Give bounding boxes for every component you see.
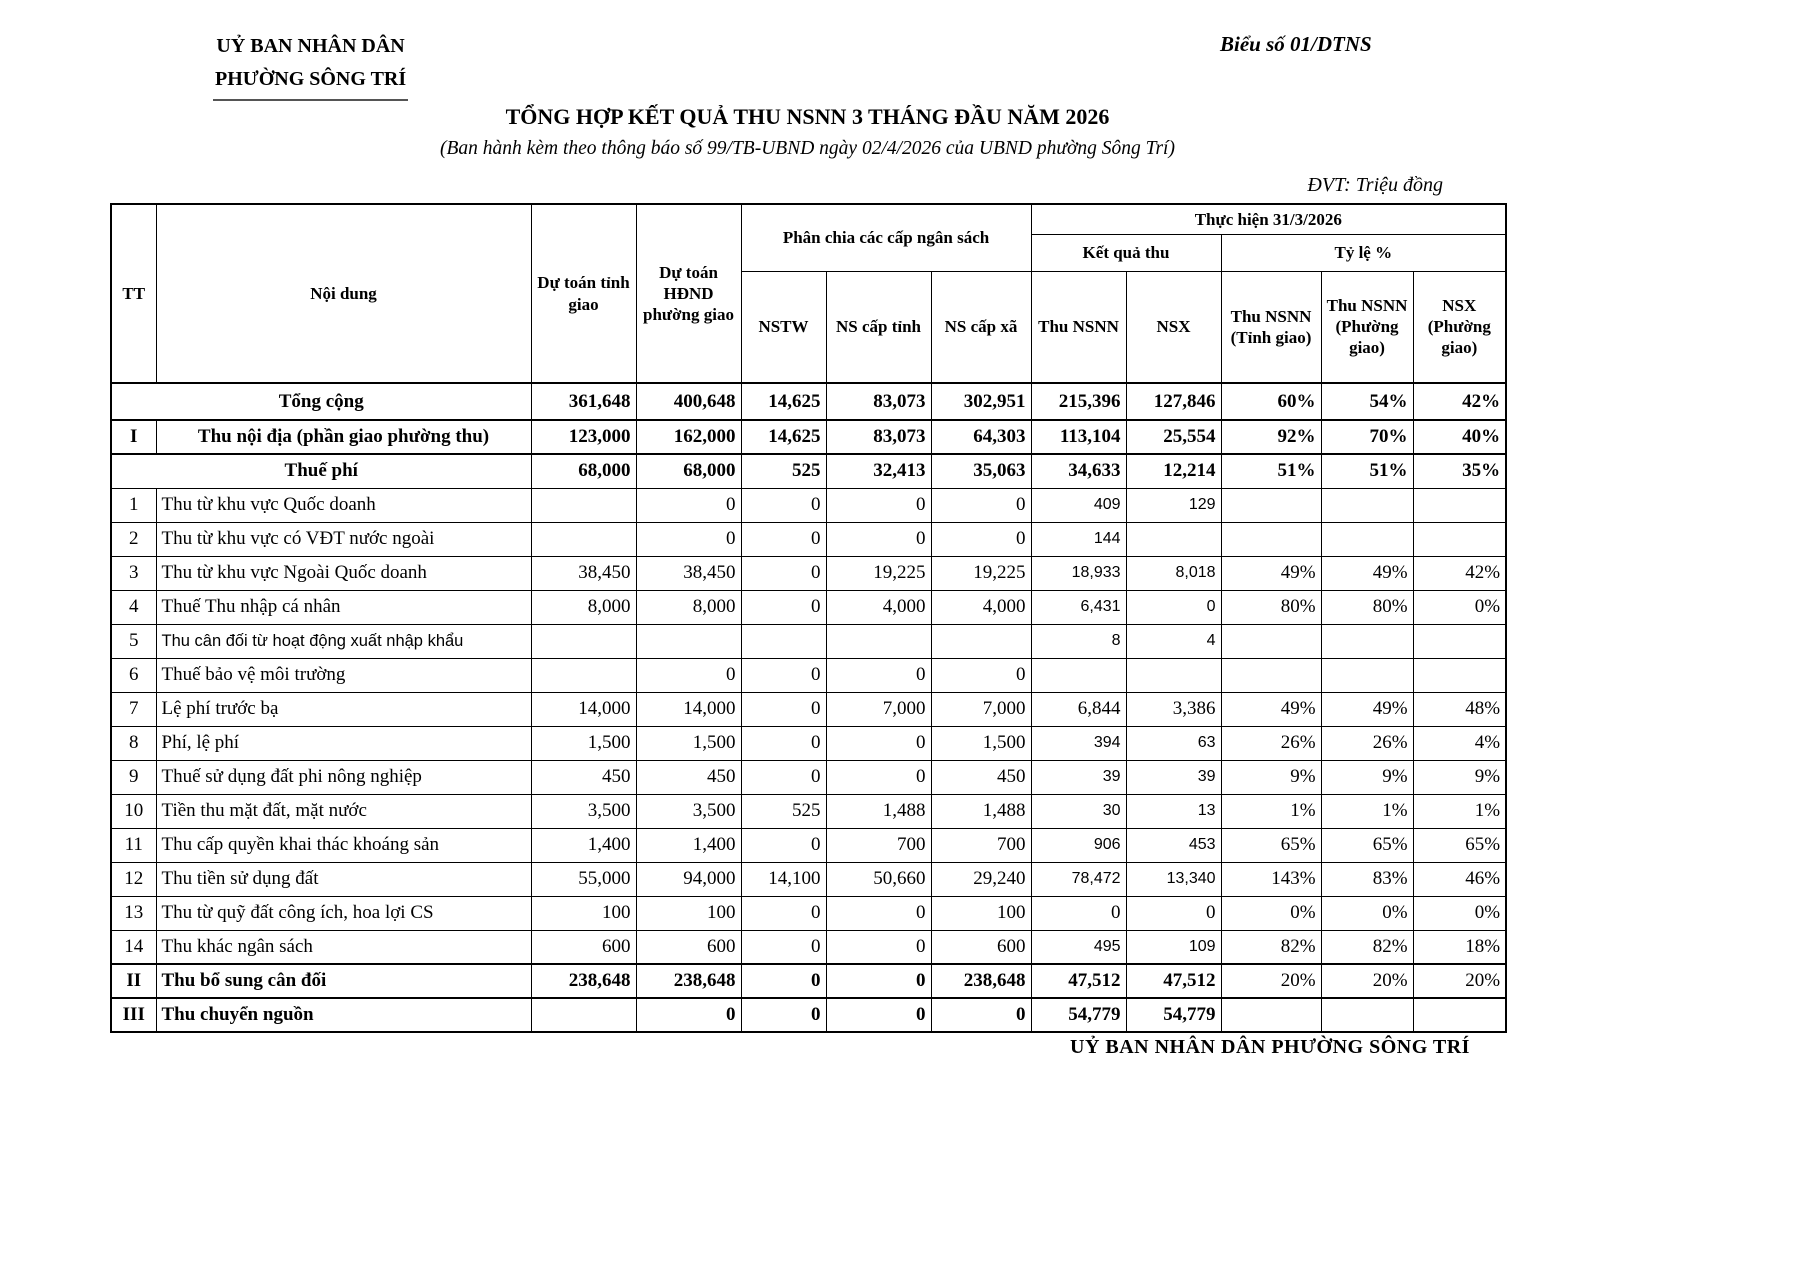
- table-row: [111, 658, 1506, 692]
- cell-thu_nsnn: 113,104: [1031, 420, 1126, 454]
- row-tt: 4: [111, 590, 156, 624]
- cell-thu_nsnn: 18,933: [1031, 556, 1126, 590]
- cell-ty_le_phuong_giao: 49%: [1321, 692, 1413, 726]
- cell-du_toan_hdnd: 0: [636, 998, 741, 1032]
- cell-ty_le_nsx: 0%: [1413, 590, 1506, 624]
- cell-nstw: 0: [741, 896, 826, 930]
- cell-ty_le_phuong_giao: 70%: [1321, 420, 1413, 454]
- table-row: [111, 454, 1506, 488]
- cell-ns_cap_tinh: [826, 624, 931, 658]
- cell-ty_le_tinh_giao: [1221, 624, 1321, 658]
- cell-ty_le_phuong_giao: [1321, 488, 1413, 522]
- row-tt: 14: [111, 930, 156, 964]
- cell-nsx: 0: [1126, 590, 1221, 624]
- cell-ty_le_phuong_giao: [1321, 624, 1413, 658]
- row-tt: 2: [111, 522, 156, 556]
- org-name-line1: UỶ BAN NHÂN DÂN: [216, 35, 405, 57]
- cell-nstw: 14,625: [741, 383, 826, 420]
- row-label: Thuế bảo vệ môi trường: [156, 658, 531, 692]
- cell-ns_cap_tinh: 0: [826, 760, 931, 794]
- cell-nstw: 525: [741, 794, 826, 828]
- cell-du_toan_hdnd: 162,000: [636, 420, 741, 454]
- cell-nstw: 0: [741, 726, 826, 760]
- cell-ns_cap_xa: 700: [931, 828, 1031, 862]
- cell-ty_le_phuong_giao: 65%: [1321, 828, 1413, 862]
- row-tt: 8: [111, 726, 156, 760]
- cell-ty_le_nsx: 35%: [1413, 454, 1506, 488]
- row-tt: 11: [111, 828, 156, 862]
- table-row: [111, 556, 1506, 590]
- col-header-nstw: NSTW: [741, 271, 826, 383]
- cell-du_toan_tinh_giao: 3,500: [531, 794, 636, 828]
- cell-thu_nsnn: 34,633: [1031, 454, 1126, 488]
- cell-du_toan_tinh_giao: 1,400: [531, 828, 636, 862]
- row-label: Thu cân đối từ hoạt động xuất nhập khẩu: [156, 624, 531, 658]
- cell-ns_cap_tinh: 700: [826, 828, 931, 862]
- title-block: [110, 104, 1505, 160]
- table-row: [111, 862, 1506, 896]
- issuing-org: [213, 30, 408, 101]
- cell-du_toan_tinh_giao: [531, 998, 636, 1032]
- cell-du_toan_tinh_giao: 8,000: [531, 590, 636, 624]
- cell-ty_le_tinh_giao: 82%: [1221, 930, 1321, 964]
- cell-ns_cap_xa: 450: [931, 760, 1031, 794]
- row-label: Thu từ quỹ đất công ích, hoa lợi CS: [156, 896, 531, 930]
- cell-du_toan_tinh_giao: [531, 488, 636, 522]
- cell-ns_cap_xa: 0: [931, 488, 1031, 522]
- col-header-ns-cap-xa: NS cấp xã: [931, 271, 1031, 383]
- cell-ty_le_nsx: 65%: [1413, 828, 1506, 862]
- cell-du_toan_hdnd: 0: [636, 488, 741, 522]
- cell-du_toan_hdnd: 0: [636, 658, 741, 692]
- row-label: Tiền thu mặt đất, mặt nước: [156, 794, 531, 828]
- table-row: [111, 383, 1506, 420]
- cell-ty_le_tinh_giao: 92%: [1221, 420, 1321, 454]
- cell-ty_le_phuong_giao: 9%: [1321, 760, 1413, 794]
- cell-ty_le_phuong_giao: 83%: [1321, 862, 1413, 896]
- cell-du_toan_hdnd: [636, 624, 741, 658]
- cell-du_toan_tinh_giao: 450: [531, 760, 636, 794]
- cell-thu_nsnn: 906: [1031, 828, 1126, 862]
- row-label: Thu chuyển nguồn: [156, 998, 531, 1032]
- cell-nsx: 25,554: [1126, 420, 1221, 454]
- cell-nstw: 0: [741, 522, 826, 556]
- cell-ns_cap_xa: 29,240: [931, 862, 1031, 896]
- cell-nsx: 54,779: [1126, 998, 1221, 1032]
- cell-du_toan_hdnd: 238,648: [636, 964, 741, 998]
- cell-ty_le_nsx: 0%: [1413, 896, 1506, 930]
- row-tt: 9: [111, 760, 156, 794]
- cell-ty_le_tinh_giao: 60%: [1221, 383, 1321, 420]
- cell-nstw: 0: [741, 556, 826, 590]
- cell-ns_cap_xa: 0: [931, 998, 1031, 1032]
- cell-ty_le_phuong_giao: [1321, 658, 1413, 692]
- cell-ty_le_nsx: [1413, 658, 1506, 692]
- row-tt: II: [111, 964, 156, 998]
- cell-ns_cap_xa: 64,303: [931, 420, 1031, 454]
- table-row: [111, 488, 1506, 522]
- row-tt: I: [111, 420, 156, 454]
- cell-nsx: 4: [1126, 624, 1221, 658]
- cell-ty_le_phuong_giao: 49%: [1321, 556, 1413, 590]
- table-row: [111, 930, 1506, 964]
- cell-nsx: 109: [1126, 930, 1221, 964]
- cell-du_toan_hdnd: 8,000: [636, 590, 741, 624]
- cell-nsx: 12,214: [1126, 454, 1221, 488]
- cell-du_toan_tinh_giao: 1,500: [531, 726, 636, 760]
- cell-nstw: 0: [741, 998, 826, 1032]
- cell-nstw: 0: [741, 692, 826, 726]
- row-label: Thu bổ sung cân đối: [156, 964, 531, 998]
- cell-ty_le_phuong_giao: 1%: [1321, 794, 1413, 828]
- row-label: Tổng cộng: [111, 383, 531, 420]
- cell-du_toan_hdnd: 68,000: [636, 454, 741, 488]
- cell-ns_cap_xa: 100: [931, 896, 1031, 930]
- row-tt: 7: [111, 692, 156, 726]
- cell-ns_cap_tinh: 19,225: [826, 556, 931, 590]
- cell-ty_le_tinh_giao: 49%: [1221, 556, 1321, 590]
- table-row: [111, 420, 1506, 454]
- org-name-line2: PHƯỜNG SÔNG TRÍ: [213, 63, 408, 101]
- cell-thu_nsnn: 0: [1031, 896, 1126, 930]
- cell-ns_cap_xa: 0: [931, 522, 1031, 556]
- table-row: [111, 590, 1506, 624]
- table-row: [111, 896, 1506, 930]
- cell-ns_cap_xa: 19,225: [931, 556, 1031, 590]
- cell-thu_nsnn: 30: [1031, 794, 1126, 828]
- col-header-thu-nsnn-tinh-giao: Thu NSNN (Tỉnh giao): [1221, 271, 1321, 383]
- cell-ty_le_tinh_giao: [1221, 658, 1321, 692]
- cell-ty_le_phuong_giao: 0%: [1321, 896, 1413, 930]
- cell-ty_le_tinh_giao: 51%: [1221, 454, 1321, 488]
- form-number: Biểu số 01/DTNS: [1220, 32, 1372, 56]
- cell-ns_cap_tinh: 0: [826, 998, 931, 1032]
- cell-du_toan_hdnd: 450: [636, 760, 741, 794]
- cell-ty_le_nsx: 42%: [1413, 383, 1506, 420]
- cell-nstw: 0: [741, 760, 826, 794]
- row-tt: III: [111, 998, 156, 1032]
- cell-ns_cap_xa: 302,951: [931, 383, 1031, 420]
- cell-ns_cap_tinh: 83,073: [826, 383, 931, 420]
- cell-thu_nsnn: 47,512: [1031, 964, 1126, 998]
- col-header-du-toan-hdnd: Dự toán HĐND phường giao: [636, 204, 741, 383]
- row-label: Thu khác ngân sách: [156, 930, 531, 964]
- cell-du_toan_tinh_giao: 123,000: [531, 420, 636, 454]
- cell-nstw: 525: [741, 454, 826, 488]
- col-header-thu-nsnn: Thu NSNN: [1031, 271, 1126, 383]
- cell-ns_cap_tinh: 0: [826, 488, 931, 522]
- cell-du_toan_hdnd: 1,400: [636, 828, 741, 862]
- cell-ty_le_nsx: [1413, 998, 1506, 1032]
- cell-ty_le_tinh_giao: 1%: [1221, 794, 1321, 828]
- cell-nsx: 13: [1126, 794, 1221, 828]
- table-row: [111, 760, 1506, 794]
- cell-nstw: [741, 624, 826, 658]
- cell-ns_cap_tinh: 4,000: [826, 590, 931, 624]
- cell-nstw: 14,625: [741, 420, 826, 454]
- row-label: Thu tiền sử dụng đất: [156, 862, 531, 896]
- row-label: Thu nội địa (phần giao phường thu): [156, 420, 531, 454]
- group-header-phan-chia: Phân chia các cấp ngân sách: [741, 204, 1031, 271]
- row-label: Thu cấp quyền khai thác khoáng sản: [156, 828, 531, 862]
- cell-du_toan_tinh_giao: [531, 522, 636, 556]
- row-label: Thuế sử dụng đất phi nông nghiệp: [156, 760, 531, 794]
- cell-ty_le_nsx: 42%: [1413, 556, 1506, 590]
- col-header-thu-nsnn-phuong-giao: Thu NSNN (Phường giao): [1321, 271, 1413, 383]
- cell-ty_le_tinh_giao: 65%: [1221, 828, 1321, 862]
- cell-ns_cap_xa: 0: [931, 658, 1031, 692]
- cell-ns_cap_tinh: 0: [826, 896, 931, 930]
- cell-ns_cap_tinh: 0: [826, 522, 931, 556]
- cell-thu_nsnn: 6,844: [1031, 692, 1126, 726]
- cell-thu_nsnn: 394: [1031, 726, 1126, 760]
- table-body: [111, 383, 1506, 1032]
- row-label: Lệ phí trước bạ: [156, 692, 531, 726]
- cell-thu_nsnn: 409: [1031, 488, 1126, 522]
- cell-du_toan_hdnd: 3,500: [636, 794, 741, 828]
- cell-thu_nsnn: 6,431: [1031, 590, 1126, 624]
- cell-ns_cap_xa: 4,000: [931, 590, 1031, 624]
- cell-ns_cap_tinh: 1,488: [826, 794, 931, 828]
- cell-ns_cap_tinh: 32,413: [826, 454, 931, 488]
- cell-du_toan_tinh_giao: 55,000: [531, 862, 636, 896]
- cell-du_toan_hdnd: 94,000: [636, 862, 741, 896]
- cell-nstw: 0: [741, 828, 826, 862]
- cell-ty_le_nsx: 1%: [1413, 794, 1506, 828]
- cell-ty_le_phuong_giao: 54%: [1321, 383, 1413, 420]
- cell-ty_le_tinh_giao: [1221, 522, 1321, 556]
- table-row: [111, 522, 1506, 556]
- cell-nsx: 129: [1126, 488, 1221, 522]
- row-tt: 5: [111, 624, 156, 658]
- cell-nstw: 0: [741, 658, 826, 692]
- group-header-ket-qua-thu: Kết quả thu: [1031, 234, 1221, 271]
- col-header-nsx-phuong-giao: NSX (Phường giao): [1413, 271, 1506, 383]
- cell-du_toan_hdnd: 14,000: [636, 692, 741, 726]
- cell-nsx: 39: [1126, 760, 1221, 794]
- row-label: Thuế Thu nhập cá nhân: [156, 590, 531, 624]
- table-row: [111, 998, 1506, 1032]
- row-label: Thuế phí: [111, 454, 531, 488]
- col-header-nsx: NSX: [1126, 271, 1221, 383]
- cell-nstw: 0: [741, 488, 826, 522]
- cell-ty_le_nsx: 46%: [1413, 862, 1506, 896]
- cell-nsx: 63: [1126, 726, 1221, 760]
- cell-ty_le_nsx: 48%: [1413, 692, 1506, 726]
- row-tt: 10: [111, 794, 156, 828]
- cell-nstw: 14,100: [741, 862, 826, 896]
- cell-du_toan_hdnd: 1,500: [636, 726, 741, 760]
- cell-du_toan_hdnd: 100: [636, 896, 741, 930]
- row-label: Thu từ khu vực Quốc doanh: [156, 488, 531, 522]
- cell-ty_le_nsx: 18%: [1413, 930, 1506, 964]
- table-row: [111, 794, 1506, 828]
- row-tt: 3: [111, 556, 156, 590]
- cell-nstw: 0: [741, 964, 826, 998]
- cell-ns_cap_xa: 238,648: [931, 964, 1031, 998]
- cell-ty_le_nsx: 4%: [1413, 726, 1506, 760]
- group-header-ty-le: Tỷ lệ %: [1221, 234, 1506, 271]
- cell-ty_le_tinh_giao: 26%: [1221, 726, 1321, 760]
- row-tt: 6: [111, 658, 156, 692]
- table-row: [111, 692, 1506, 726]
- cell-nsx: [1126, 658, 1221, 692]
- cell-ns_cap_xa: [931, 624, 1031, 658]
- table-row: [111, 964, 1506, 998]
- col-header-ns-cap-tinh: NS cấp tỉnh: [826, 271, 931, 383]
- page-title: TỔNG HỢP KẾT QUẢ THU NSNN 3 THÁNG ĐẦU NĂM 2026: [505, 104, 1110, 129]
- cell-thu_nsnn: 54,779: [1031, 998, 1126, 1032]
- cell-thu_nsnn: 144: [1031, 522, 1126, 556]
- cell-nstw: 0: [741, 930, 826, 964]
- cell-thu_nsnn: 8: [1031, 624, 1126, 658]
- cell-ns_cap_xa: 35,063: [931, 454, 1031, 488]
- cell-du_toan_tinh_giao: 600: [531, 930, 636, 964]
- cell-ty_le_tinh_giao: 143%: [1221, 862, 1321, 896]
- cell-nsx: 453: [1126, 828, 1221, 862]
- cell-ns_cap_xa: 1,488: [931, 794, 1031, 828]
- cell-thu_nsnn: 39: [1031, 760, 1126, 794]
- row-label: Phí, lệ phí: [156, 726, 531, 760]
- col-header-du-toan-tinh-giao: Dự toán tỉnh giao: [531, 204, 636, 383]
- cell-nsx: 47,512: [1126, 964, 1221, 998]
- row-label: Thu từ khu vực Ngoài Quốc doanh: [156, 556, 531, 590]
- cell-ty_le_nsx: [1413, 488, 1506, 522]
- cell-ns_cap_tinh: 50,660: [826, 862, 931, 896]
- cell-ty_le_phuong_giao: 82%: [1321, 930, 1413, 964]
- cell-ty_le_tinh_giao: 80%: [1221, 590, 1321, 624]
- cell-ty_le_tinh_giao: 49%: [1221, 692, 1321, 726]
- cell-nsx: 8,018: [1126, 556, 1221, 590]
- cell-ns_cap_tinh: 0: [826, 930, 931, 964]
- cell-ns_cap_tinh: 0: [826, 964, 931, 998]
- cell-du_toan_tinh_giao: [531, 658, 636, 692]
- cell-nsx: 127,846: [1126, 383, 1221, 420]
- cell-ty_le_nsx: [1413, 624, 1506, 658]
- cell-ty_le_phuong_giao: 80%: [1321, 590, 1413, 624]
- cell-du_toan_tinh_giao: 238,648: [531, 964, 636, 998]
- col-header-noi-dung: Nội dung: [156, 204, 531, 383]
- page-subtitle: (Ban hành kèm theo thông báo số 99/TB-UBND ngày 02/4/2026 của UBND phường Sông Trí): [440, 138, 1175, 159]
- cell-thu_nsnn: 215,396: [1031, 383, 1126, 420]
- cell-nsx: [1126, 522, 1221, 556]
- cell-ty_le_tinh_giao: 20%: [1221, 964, 1321, 998]
- cell-nsx: 13,340: [1126, 862, 1221, 896]
- cell-ty_le_nsx: 9%: [1413, 760, 1506, 794]
- cell-ty_le_phuong_giao: 26%: [1321, 726, 1413, 760]
- revenue-table: [110, 203, 1507, 1033]
- cell-ty_le_tinh_giao: [1221, 488, 1321, 522]
- cell-ns_cap_tinh: 0: [826, 726, 931, 760]
- cell-ty_le_nsx: 40%: [1413, 420, 1506, 454]
- row-tt: 12: [111, 862, 156, 896]
- cell-nsx: 0: [1126, 896, 1221, 930]
- row-tt: 13: [111, 896, 156, 930]
- cell-thu_nsnn: 78,472: [1031, 862, 1126, 896]
- cell-ty_le_phuong_giao: 20%: [1321, 964, 1413, 998]
- cell-thu_nsnn: [1031, 658, 1126, 692]
- cell-ns_cap_xa: 7,000: [931, 692, 1031, 726]
- cell-ty_le_tinh_giao: 9%: [1221, 760, 1321, 794]
- cell-ty_le_phuong_giao: [1321, 998, 1413, 1032]
- cell-ns_cap_xa: 600: [931, 930, 1031, 964]
- row-tt: 1: [111, 488, 156, 522]
- cell-ty_le_phuong_giao: 51%: [1321, 454, 1413, 488]
- cell-du_toan_hdnd: 38,450: [636, 556, 741, 590]
- cell-du_toan_tinh_giao: [531, 624, 636, 658]
- cell-ty_le_phuong_giao: [1321, 522, 1413, 556]
- group-header-thuc-hien: Thực hiện 31/3/2026: [1031, 204, 1506, 234]
- cell-ns_cap_tinh: 0: [826, 658, 931, 692]
- cell-du_toan_tinh_giao: 14,000: [531, 692, 636, 726]
- cell-du_toan_hdnd: 0: [636, 522, 741, 556]
- unit-note: ĐVT: Triệu đồng: [1307, 174, 1443, 196]
- cell-du_toan_tinh_giao: 361,648: [531, 383, 636, 420]
- cell-thu_nsnn: 495: [1031, 930, 1126, 964]
- cell-ty_le_tinh_giao: 0%: [1221, 896, 1321, 930]
- cell-ty_le_nsx: 20%: [1413, 964, 1506, 998]
- cell-du_toan_tinh_giao: 38,450: [531, 556, 636, 590]
- table-row: [111, 828, 1506, 862]
- row-label: Thu từ khu vực có VĐT nước ngoài: [156, 522, 531, 556]
- cell-nstw: 0: [741, 590, 826, 624]
- cell-ty_le_tinh_giao: [1221, 998, 1321, 1032]
- col-header-tt: TT: [111, 204, 156, 383]
- cell-du_toan_hdnd: 400,648: [636, 383, 741, 420]
- cell-ty_le_nsx: [1413, 522, 1506, 556]
- cell-ns_cap_tinh: 83,073: [826, 420, 931, 454]
- cell-du_toan_tinh_giao: 68,000: [531, 454, 636, 488]
- cell-ns_cap_tinh: 7,000: [826, 692, 931, 726]
- table-row: [111, 624, 1506, 658]
- cell-du_toan_hdnd: 600: [636, 930, 741, 964]
- cell-nsx: 3,386: [1126, 692, 1221, 726]
- footer-signature: UỶ BAN NHÂN DÂN PHƯỜNG SÔNG TRÍ: [1070, 1036, 1470, 1058]
- cell-ns_cap_xa: 1,500: [931, 726, 1031, 760]
- table-row: [111, 726, 1506, 760]
- cell-du_toan_tinh_giao: 100: [531, 896, 636, 930]
